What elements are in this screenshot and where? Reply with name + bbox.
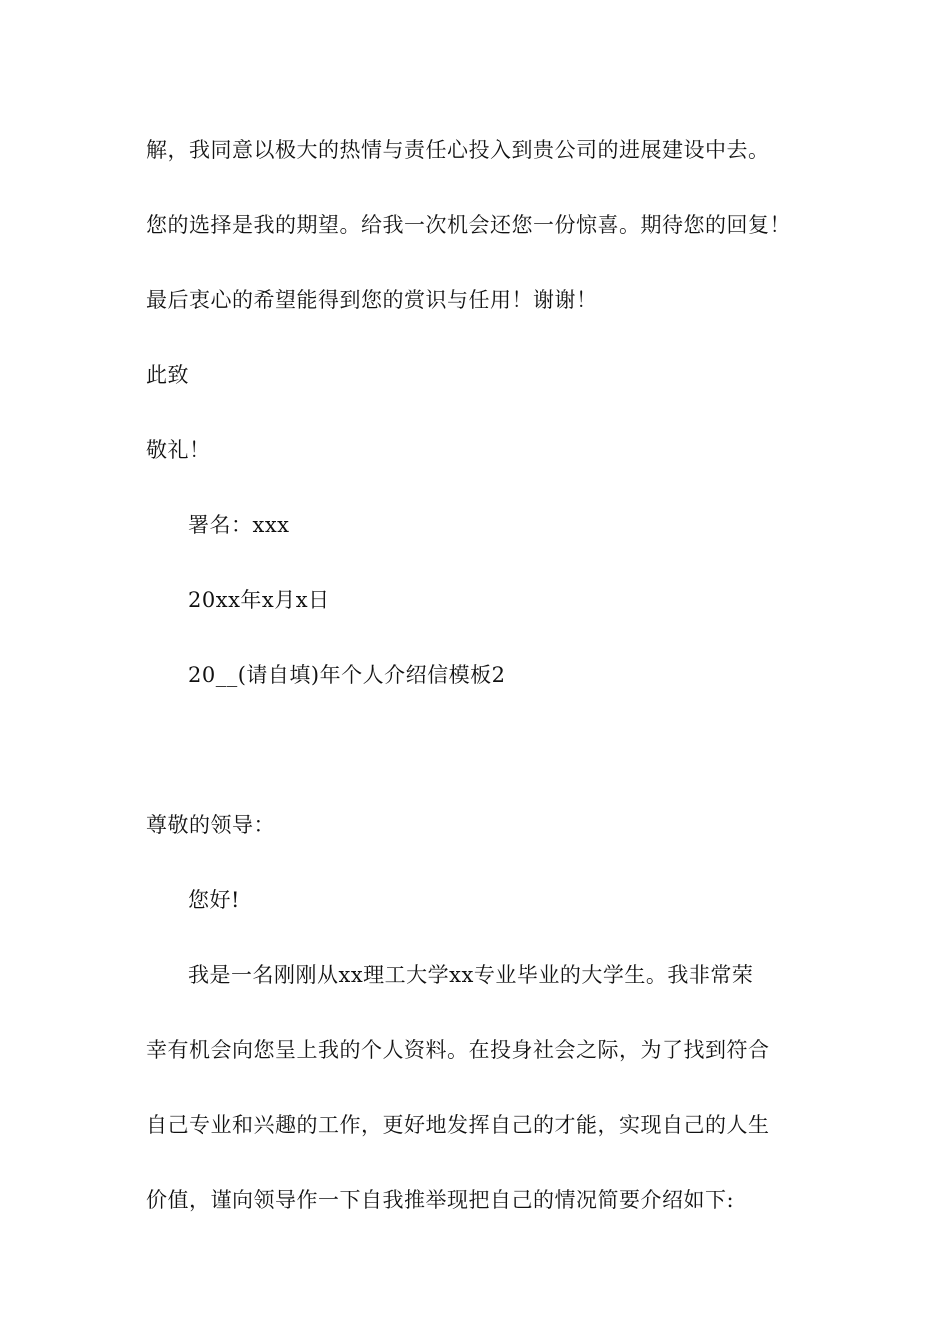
section-title: 20__(请自填)年个人介绍信模板2 (188, 663, 506, 687)
paragraph-line: 您的选择是我的期望。给我一次机会还您一份惊喜。期待您的回复！ (146, 213, 791, 237)
paragraph-line: 幸有机会向您呈上我的个人资料。在投身社会之际，为了找到符合 (146, 1038, 770, 1062)
signature-line: 署名：xxx (188, 513, 290, 537)
closing-regards: 敬礼！ (146, 438, 211, 462)
paragraph-line: 自己专业和兴趣的工作，更好地发挥自己的才能，实现自己的人生 (146, 1113, 770, 1137)
paragraph-line: 解，我同意以极大的热情与责任心投入到贵公司的进展建设中去。 (146, 138, 770, 162)
closing-salutation: 此致 (146, 363, 189, 387)
letter-greeting: 尊敬的领导： (146, 813, 275, 837)
date-line: 20xx年x月x日 (188, 588, 330, 612)
paragraph-line: 我是一名刚刚从xx理工大学xx专业毕业的大学生。我非常荣 (188, 963, 754, 987)
letter-hello: 您好! (188, 888, 240, 912)
paragraph-line: 最后衷心的希望能得到您的赏识与任用！谢谢！ (146, 288, 598, 312)
paragraph-line: 价值，谨向领导作一下自我推举现把自己的情况简要介绍如下: (146, 1188, 735, 1212)
